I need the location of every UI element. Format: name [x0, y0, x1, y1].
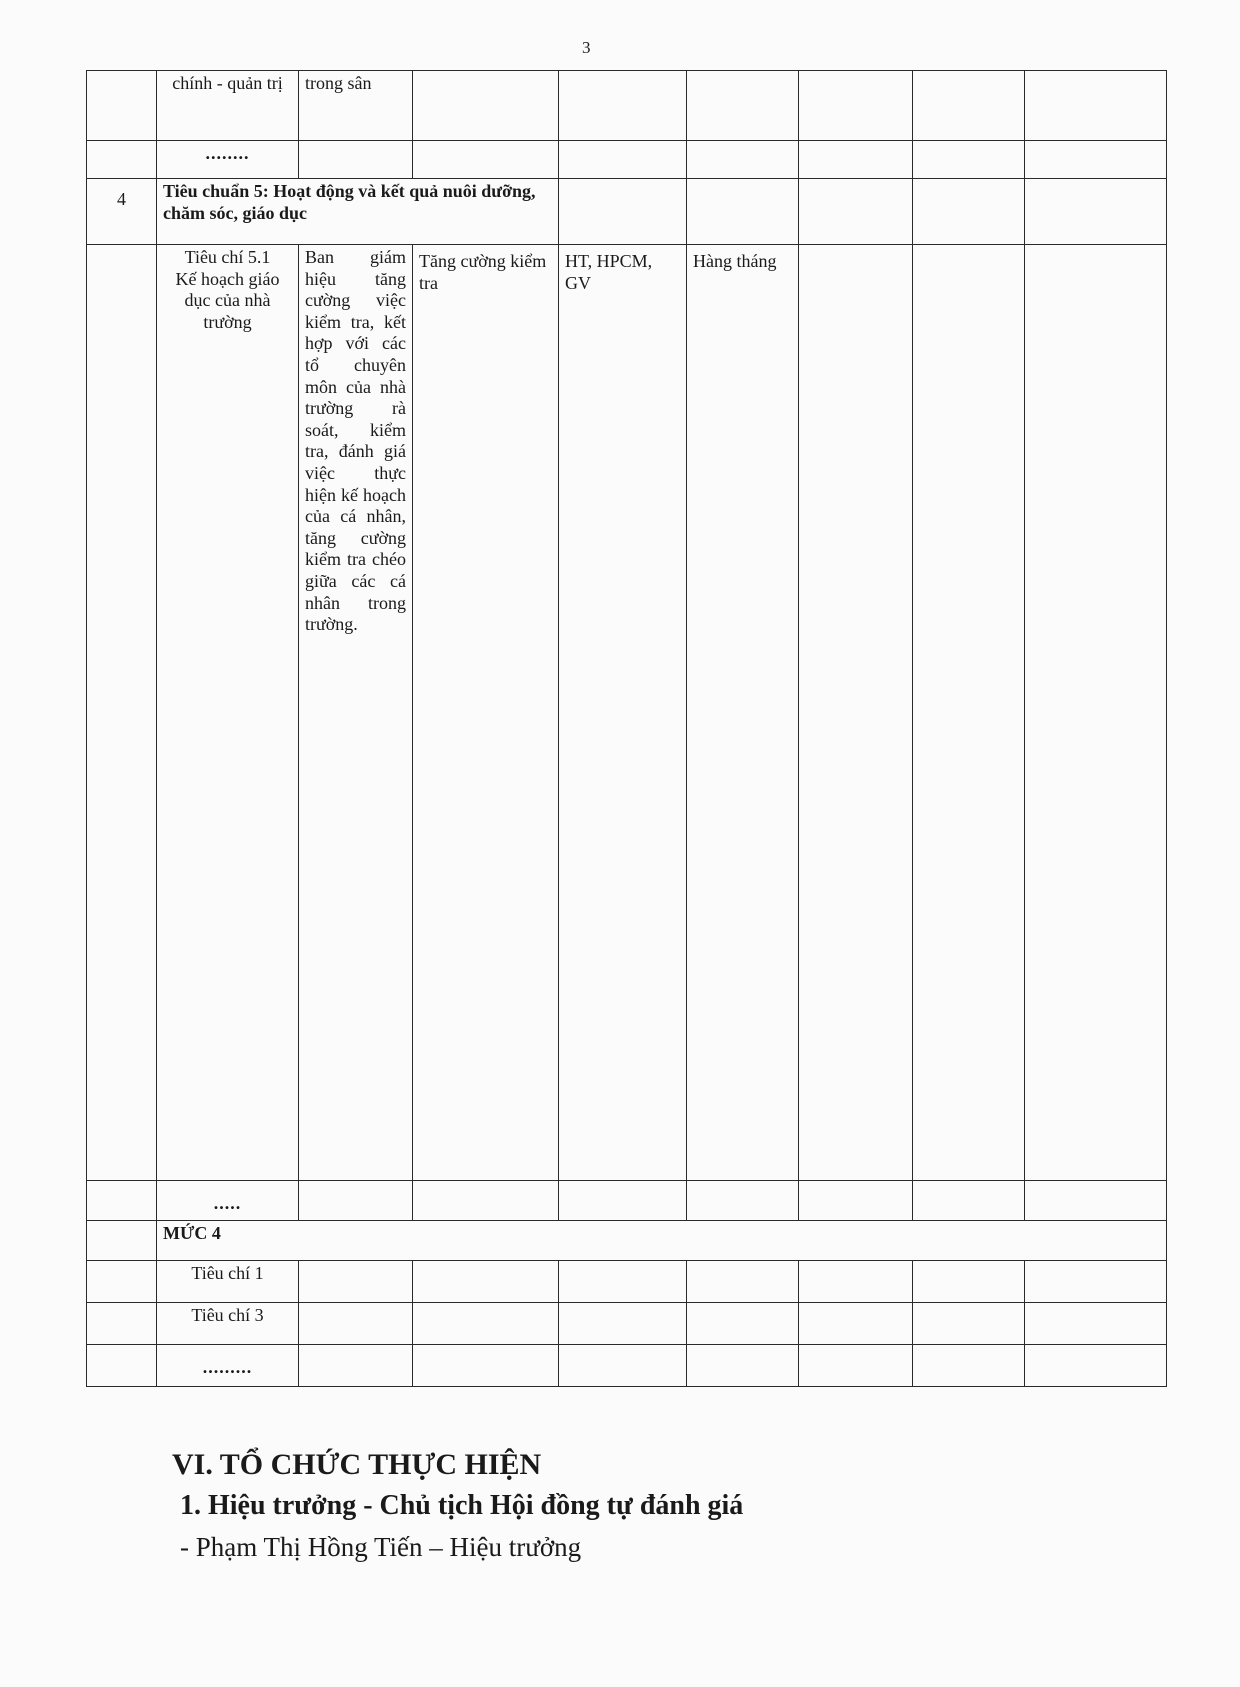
criterion-lead: Tiêu chí 5.1	[184, 247, 271, 267]
table-row	[87, 245, 1167, 1181]
dots-cell: .....	[157, 1181, 299, 1221]
measure-cell: Ban giám hiệu tăng cường việc kiểm tra, kết hợp với các tổ chuyên môn của nhà trường rà soát, kiểm tra, đánh giá việc thực hiện kế hoạch của cá nhân, tăng cường kiểm tra chéo giữa các cá nhân trong trường.	[299, 245, 413, 1181]
dots-cell: ........	[157, 141, 299, 179]
criterion-cell: Tiêu chí 1	[157, 1261, 299, 1303]
time-cell: Hàng tháng	[687, 245, 799, 1181]
subsection-title: 1. Hiệu trưởng - Chủ tịch Hội đồng tự đánh giá	[180, 1490, 744, 1521]
table-row	[87, 1181, 1167, 1221]
page-number: 3	[582, 38, 591, 57]
table-row	[87, 71, 1167, 141]
criterion-cell	[157, 245, 299, 1181]
table-row	[87, 1345, 1167, 1387]
criterion-cell: Tiêu chí 3	[157, 1303, 299, 1345]
section-title: VI. TỔ CHỨC THỰC HIỆN	[172, 1448, 542, 1481]
dots-cell: .........	[157, 1345, 299, 1387]
criterion-title: Kế hoạch giáo dục của nhà trường	[175, 268, 280, 332]
table-row	[87, 141, 1167, 179]
person-line: - Phạm Thị Hồng Tiến – Hiệu trưởng	[180, 1532, 582, 1562]
table-row	[87, 1303, 1167, 1345]
table-cell	[87, 71, 157, 141]
level-label: MỨC 4	[157, 1221, 1167, 1261]
responsible-cell: HT, HPCM, GV	[559, 245, 687, 1181]
table-row	[87, 1261, 1167, 1303]
measure-cell: trong sân	[299, 71, 413, 141]
row-number: 4	[87, 179, 157, 245]
table-row	[87, 179, 1167, 245]
table-row	[87, 1221, 1167, 1261]
action-cell: Tăng cường kiểm tra	[413, 245, 559, 1181]
category-cell: chính - quản trị	[157, 71, 299, 141]
improvement-plan-table	[86, 70, 1167, 1387]
standard-title: Tiêu chuẩn 5: Hoạt động và kết quả nuôi dưỡng, chăm sóc, giáo dục	[157, 179, 559, 245]
